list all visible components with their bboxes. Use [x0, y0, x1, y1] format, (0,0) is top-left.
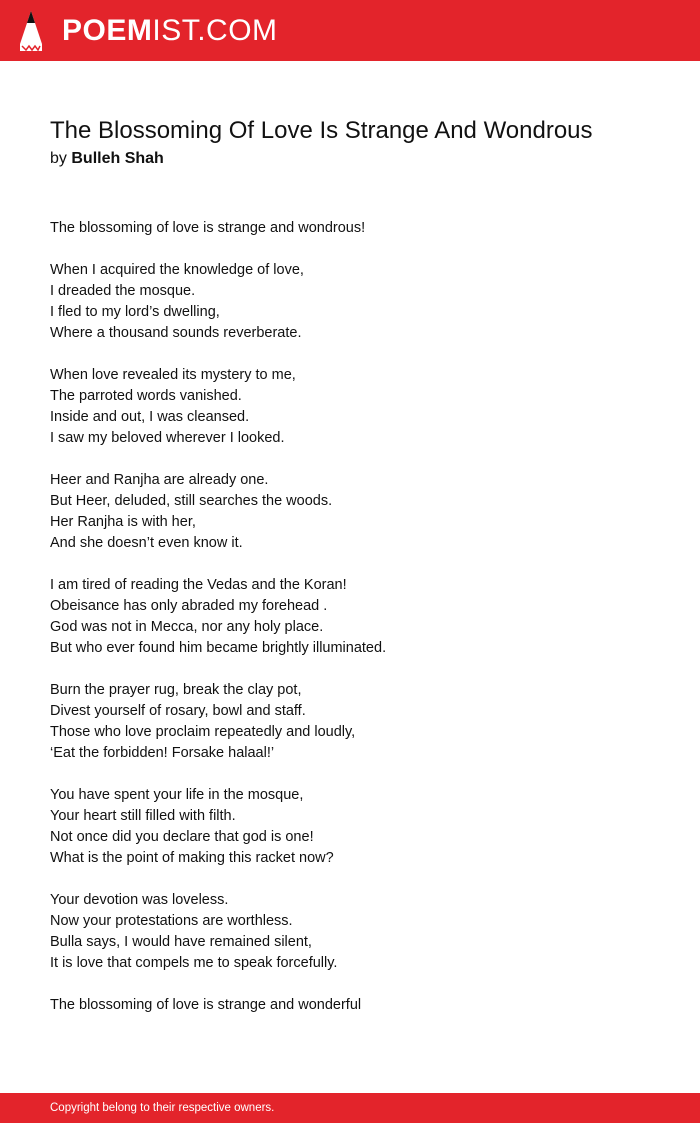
poem-line: God was not in Mecca, nor any holy place. [50, 619, 324, 635]
poem-line: Burn the prayer rug, break the clay pot, [50, 682, 302, 698]
poem-line: Your devotion was loveless. [50, 892, 229, 908]
site-footer [0, 1093, 700, 1123]
poem-line: Those who love proclaim repeatedly and loudly, [50, 724, 356, 740]
poem-line: ‘Eat the forbidden! Forsake halaal!’ [50, 745, 275, 761]
poem-line: I am tired of reading the Vedas and the Koran! [50, 577, 347, 593]
poem-line: The blossoming of love is strange and wondrous! [50, 220, 366, 236]
poem-stanza [50, 785, 650, 869]
poem-line: Heer and Ranjha are already one. [50, 472, 269, 488]
poem-line: It is love that compels me to speak forcefully. [50, 955, 338, 971]
poem-stanza [50, 365, 650, 449]
poem-line: Your heart still filled with filth. [50, 808, 236, 824]
poem-line: Not once did you declare that god is one! [50, 829, 314, 845]
poem-line: Inside and out, I was cleansed. [50, 409, 250, 425]
poem-line: I fled to my lord’s dwelling, [50, 304, 220, 320]
poem-line: I dreaded the mosque. [50, 283, 196, 299]
poem-stanza [50, 575, 650, 659]
poem-line: But who ever found him became brightly illuminated. [50, 640, 387, 656]
brand-light-text: IST.COM [152, 14, 278, 47]
poem-line: Where a thousand sounds reverberate. [50, 325, 302, 341]
poem-line: I saw my beloved wherever I looked. [50, 430, 285, 446]
brand-bold-text: POEM [62, 14, 153, 47]
poem-title: The Blossoming Of Love Is Strange And Wondrous [50, 117, 593, 144]
poem-line: The parroted words vanished. [50, 388, 242, 404]
poem-body [50, 218, 650, 1037]
poem-line: Now your protestations are worthless. [50, 913, 293, 929]
poem-line: What is the point of making this racket now? [50, 850, 334, 866]
byline [50, 148, 164, 170]
poem-line: And she doesn’t even know it. [50, 535, 243, 551]
poem-stanza [50, 218, 650, 239]
site-brand[interactable] [62, 12, 278, 50]
poem-stanza [50, 260, 650, 344]
site-header [0, 0, 700, 61]
poem-line: The blossoming of love is strange and wonderful [50, 997, 362, 1013]
poem-stanza [50, 680, 650, 764]
poem-stanza [50, 890, 650, 974]
poem-line: When I acquired the knowledge of love, [50, 262, 304, 278]
poem-stanza [50, 470, 650, 554]
poem-line: Divest yourself of rosary, bowl and staff. [50, 703, 306, 719]
poem-line: But Heer, deluded, still searches the woods. [50, 493, 333, 509]
poem-line: Obeisance has only abraded my forehead . [50, 598, 328, 614]
poem-line: Bulla says, I would have remained silent, [50, 934, 312, 950]
poem-stanza [50, 995, 650, 1016]
by-label: by [50, 150, 67, 167]
poem-line: Her Ranjha is with her, [50, 514, 196, 530]
copyright-text: Copyright belong to their respective owners. [50, 1102, 275, 1114]
poem-line: You have spent your life in the mosque, [50, 787, 304, 803]
author-name: Bulleh Shah [71, 150, 164, 167]
poem-line: When love revealed its mystery to me, [50, 367, 296, 383]
pencil-tip-icon[interactable] [18, 10, 44, 52]
